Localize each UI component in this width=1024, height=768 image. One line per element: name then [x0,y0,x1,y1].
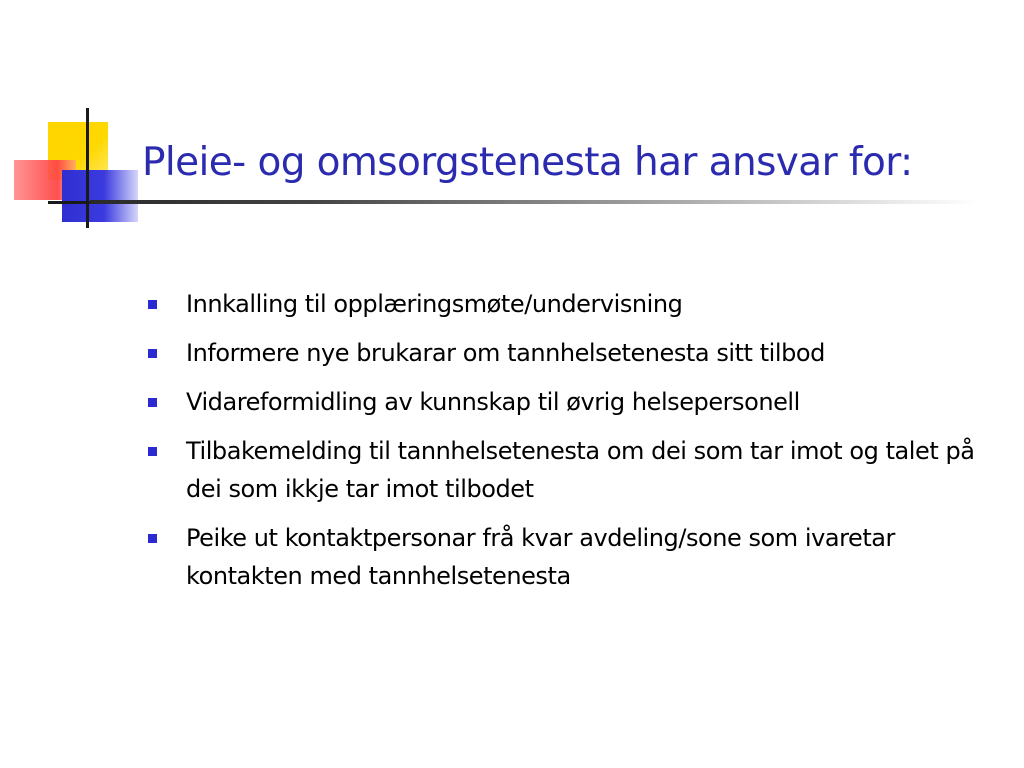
title-underline-divider [90,200,980,204]
bullet-text: Peike ut kontaktpersonar frå kvar avdeling/sone som ivaretar kontakten med tannhelsetenesta [186,524,895,590]
bullet-text: Vidareformidling av kunnskap til øvrig helsepersonell [186,388,800,416]
bullet-text: Tilbakemelding til tannhelsetenesta om dei som tar imot og talet på dei som ikkje tar imot tilbodet [186,437,975,503]
square-bullet-icon [148,300,157,309]
bullet-list [148,285,993,606]
vertical-crosshair-line [86,108,89,228]
bullet-item [148,383,993,421]
square-bullet-icon [148,534,157,543]
blue-square-shape [62,170,138,222]
bullet-item [148,285,993,323]
bullet-item [148,334,993,372]
square-bullet-icon [148,447,157,456]
bullet-item [148,432,993,508]
square-bullet-icon [148,398,157,407]
bullet-text: Innkalling til opplæringsmøte/undervisning [186,290,683,318]
decorative-logo-icon [0,0,140,240]
slide-title: Pleie- og omsorgstenesta har ansvar for: [142,140,913,185]
bullet-text: Informere nye brukarar om tannhelsetenesta sitt tilbod [186,339,825,367]
square-bullet-icon [148,349,157,358]
bullet-item [148,519,993,595]
